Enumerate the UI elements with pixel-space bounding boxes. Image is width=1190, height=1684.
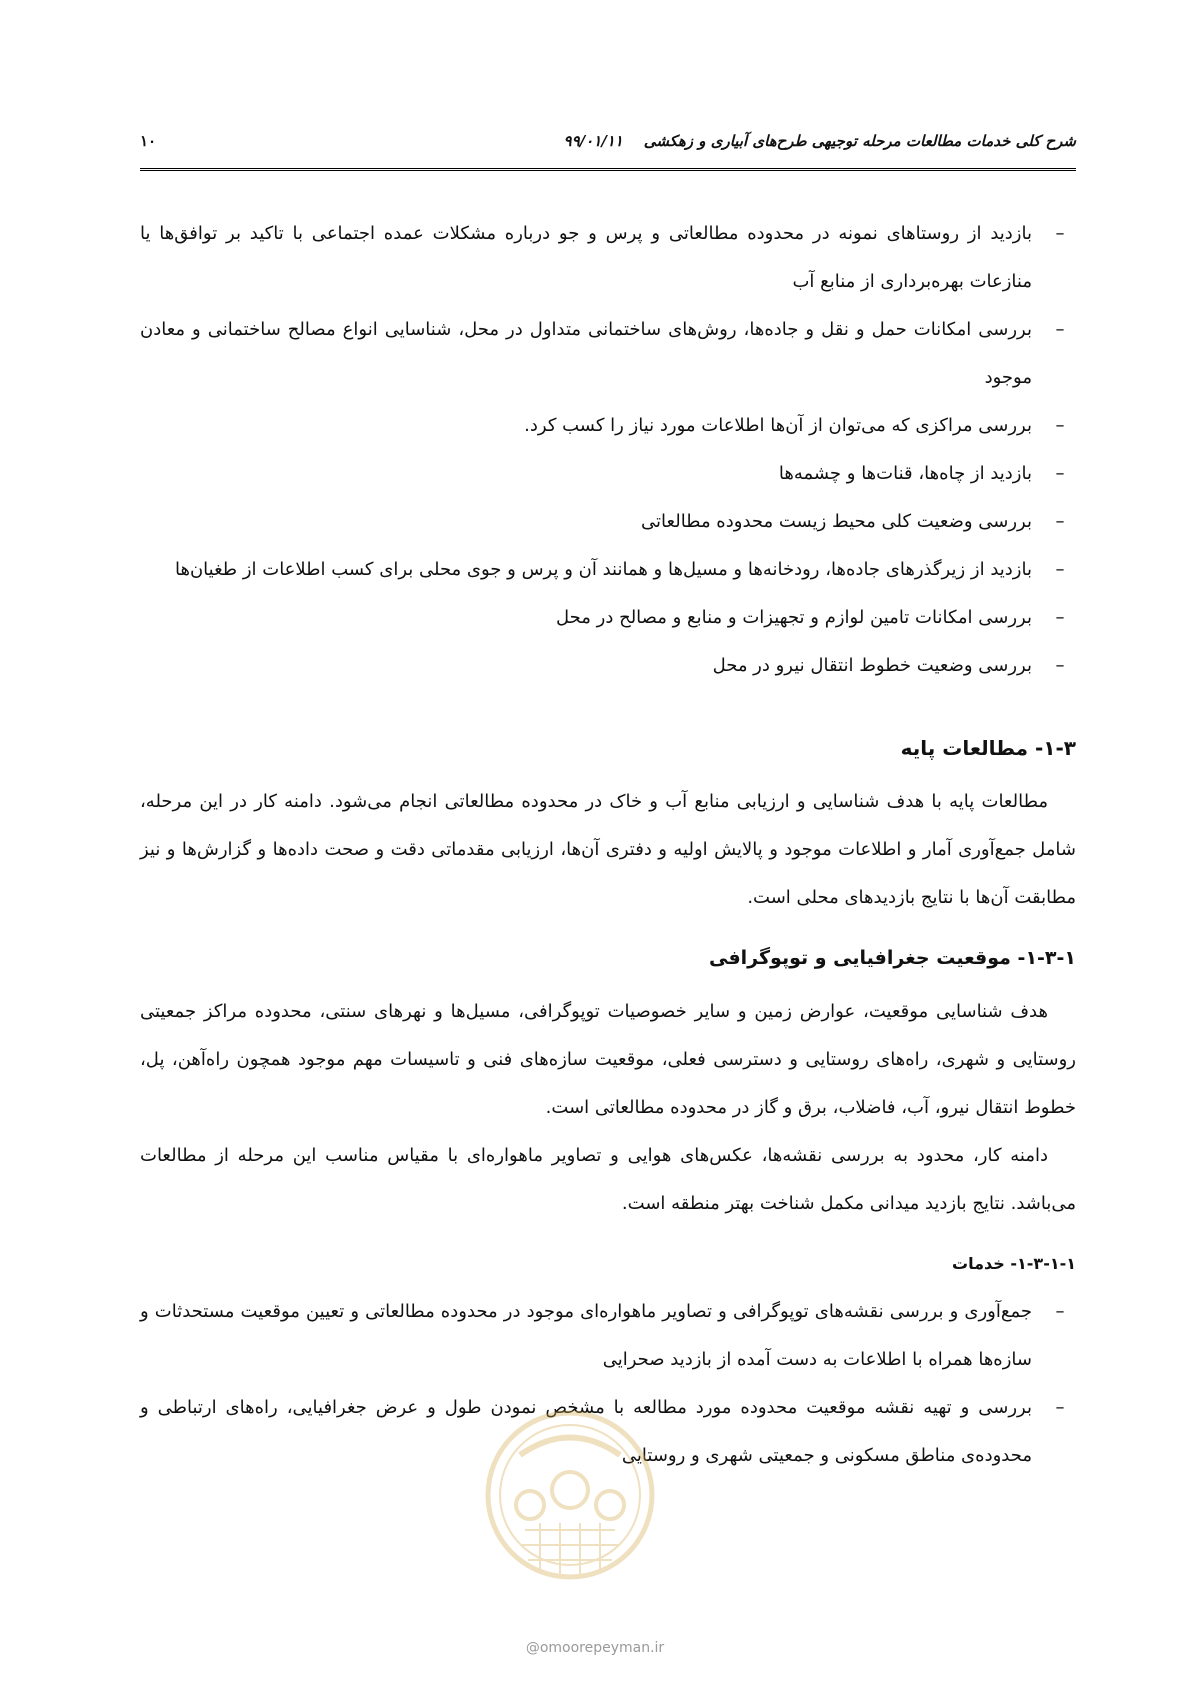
watermark-stamp-logo (480, 1395, 660, 1595)
section-paragraph: مطالعات پایه با هدف شناسایی و ارزیابی منابع آب و خاک در محدوده مطالعاتی انجام می‌شود. دامنه کار در این مرحله، شامل جمع‌آوری آمار و اطلاعات موجود و پالایش اولیه و دفتری آن‌ها، ارزیابی مقدماتی دقت و صحت داده‌ها و گزارش‌ها و نیز مطابقت آن‌ها با نتایج بازدیدهای محلی است. (140, 791, 1076, 908)
list-item-text: بررسی وضعیت کلی محیط زیست محدوده مطالعاتی (641, 511, 1032, 532)
dash-bullet: – (1055, 607, 1065, 628)
list-item-text: بررسی و تهیه نقشه موقعیت محدوده مورد مطالعه با مشخص نمودن طول و عرض جغرافیایی، راه‌های ارتباطی و محدوده‌ی مناطق مسکونی و جمعیتی شهری و روستایی (140, 1397, 1032, 1466)
section-heading-services: ۱-۳-۱-۱- خدمات (952, 1254, 1076, 1273)
list-item (140, 450, 1076, 498)
list-item (140, 594, 1076, 642)
page-header (140, 128, 1076, 171)
dash-bullet: – (1055, 463, 1065, 484)
header-title-text: شرح کلی خدمات مطالعات مرحله توجیهی طرح‌های آبیاری و زهکشی (643, 132, 1076, 150)
list-item-text: بررسی مراکزی که می‌توان از آن‌ها اطلاعات مورد نیاز را کسب کرد. (524, 415, 1032, 436)
list-item-text: بازدید از زیرگذرهای جاده‌ها، رودخانه‌ها و مسیل‌ها و همانند آن و پرس و جوی محلی برای کسب اطلاعات از طغیان‌ها (174, 559, 1032, 580)
list-item (140, 498, 1076, 546)
list-item-text: بازدید از چاه‌ها، قنات‌ها و چشمه‌ها (778, 463, 1032, 484)
section-heading-basic-studies: ۱-۳- مطالعات پایه (900, 736, 1076, 760)
list-item-text: بررسی امکانات تامین لوازم و تجهیزات و منابع و مصالح در محل (556, 607, 1032, 628)
list-item (140, 546, 1076, 594)
dash-bullet: – (1055, 559, 1065, 580)
section-paragraph: دامنه کار، محدود به بررسی نقشه‌ها، عکس‌های هوایی و تصاویر ماهواره‌ای با مقیاس مناسب این مرحله از مطالعات می‌باشد. نتایج بازدید میدانی مکمل شناخت بهتر منطقه است. (140, 1145, 1076, 1214)
list-item (140, 306, 1076, 402)
list-item (140, 1288, 1076, 1384)
footer-url-text: omoorepeyman.ir (539, 1640, 665, 1656)
header-date: ۹۹/۰۱/۱۱ (563, 132, 623, 150)
page-content (140, 210, 1076, 1480)
list-item (140, 642, 1076, 690)
dash-bullet: – (1055, 655, 1065, 676)
list-item-text: بررسی وضعیت خطوط انتقال نیرو در محل (712, 655, 1032, 676)
visit-checklist (140, 210, 1076, 690)
page-number: ۱۰ (140, 132, 157, 150)
list-item-text: جمع‌آوری و بررسی نقشه‌های توپوگرافی و تصاویر ماهواره‌ای موجود در محدوده مطالعاتی و تعیین موقعیت مستحدثات و سازه‌ها همراه با اطلاعات به دست آمده از بازدید صحرایی (140, 1301, 1032, 1370)
section-heading-geography: ۱-۳-۱- موقعیت جغرافیایی و توپوگرافی (708, 947, 1076, 969)
list-item (140, 210, 1076, 306)
section-paragraph: هدف شناسایی موقعیت، عوارض زمین و سایر خصوصیات توپوگرافی، مسیل‌ها و نهرهای سنتی، محدوده مراکز جمعیتی روستایی و شهری، راه‌های روستایی و دسترسی فعلی، موقعیت سازه‌های فنی و تاسیسات مهم موجود همچون راه‌آهن، پل، خطوط انتقال نیرو، آب، فاضلاب، برق و گاز در محدوده مطالعاتی است. (140, 1001, 1076, 1118)
dash-bullet: – (1055, 223, 1065, 244)
list-item (140, 402, 1076, 450)
dash-bullet: – (1055, 511, 1065, 532)
dash-bullet: – (1055, 415, 1065, 436)
dash-bullet: – (1055, 1397, 1065, 1418)
footer-url (0, 1640, 1190, 1656)
list-item-text: بررسی امکانات حمل و نقل و جاده‌ها، روش‌های ساختمانی متداول در محل، شناسایی انواع مصالح ساختمانی و معادن موجود (140, 319, 1032, 388)
header-title (564, 132, 1076, 150)
list-item-text: بازدید از روستاهای نمونه در محدوده مطالعاتی و پرس و جو درباره مشکلات عمده اجتماعی با تاکید بر توافق‌ها یا منازعات بهره‌برداری از منابع آب (140, 223, 1032, 292)
at-icon: @ (525, 1640, 540, 1656)
dash-bullet: – (1055, 1301, 1065, 1322)
dash-bullet: – (1055, 319, 1065, 340)
